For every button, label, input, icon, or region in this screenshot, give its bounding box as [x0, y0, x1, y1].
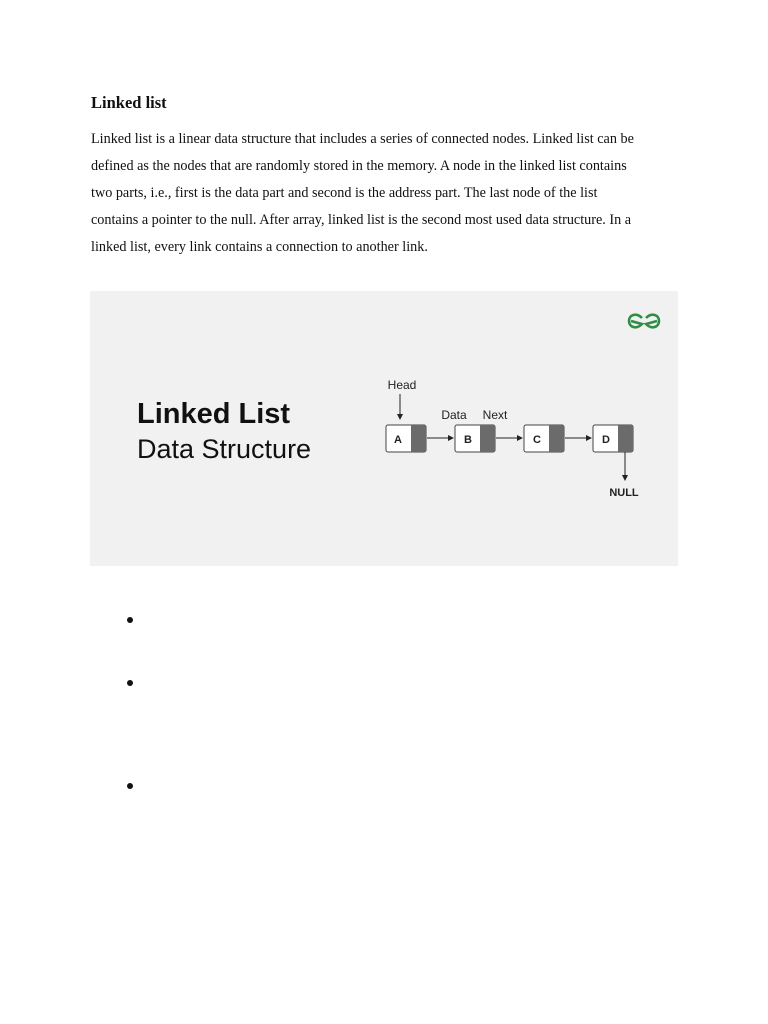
linked-list-node [593, 425, 633, 452]
linked-list-node [386, 425, 426, 452]
figure-title: Linked List [137, 398, 291, 430]
linked-list-diagram [90, 291, 678, 566]
linked-list-node [524, 425, 564, 452]
data-label: Data [441, 408, 467, 422]
node-label: B [464, 434, 472, 446]
head-label: Head [387, 378, 417, 392]
bullet-point [127, 783, 133, 789]
node-label: A [394, 434, 402, 446]
figure-subtitle: Data Structure [137, 434, 312, 464]
node-label: D [602, 434, 610, 446]
paragraph-line: Linked list is a linear data structure that includes a series of connected nodes. Linked list can be [91, 131, 634, 147]
section-heading: Linked list [91, 93, 167, 112]
bullet-point [127, 617, 133, 623]
paragraph-line: two parts, i.e., first is the data part and second is the address part. The last node of the list [91, 185, 598, 201]
paragraph-line: contains a pointer to the null. After array, linked list is the second most used data structure. In a [91, 212, 632, 228]
node-label: C [533, 434, 541, 446]
paragraph-line: defined as the nodes that are randomly stored in the memory. A node in the linked list contains [91, 158, 627, 174]
bullet-point [127, 680, 133, 686]
geeksforgeeks-logo [629, 315, 659, 328]
paragraph-line: linked list, every link contains a connection to another link. [91, 239, 428, 255]
next-label: Next [482, 408, 508, 422]
linked-list-figure [90, 291, 678, 566]
linked-list-node [455, 425, 495, 452]
paragraph [91, 126, 681, 261]
null-label: NULL [609, 487, 639, 499]
